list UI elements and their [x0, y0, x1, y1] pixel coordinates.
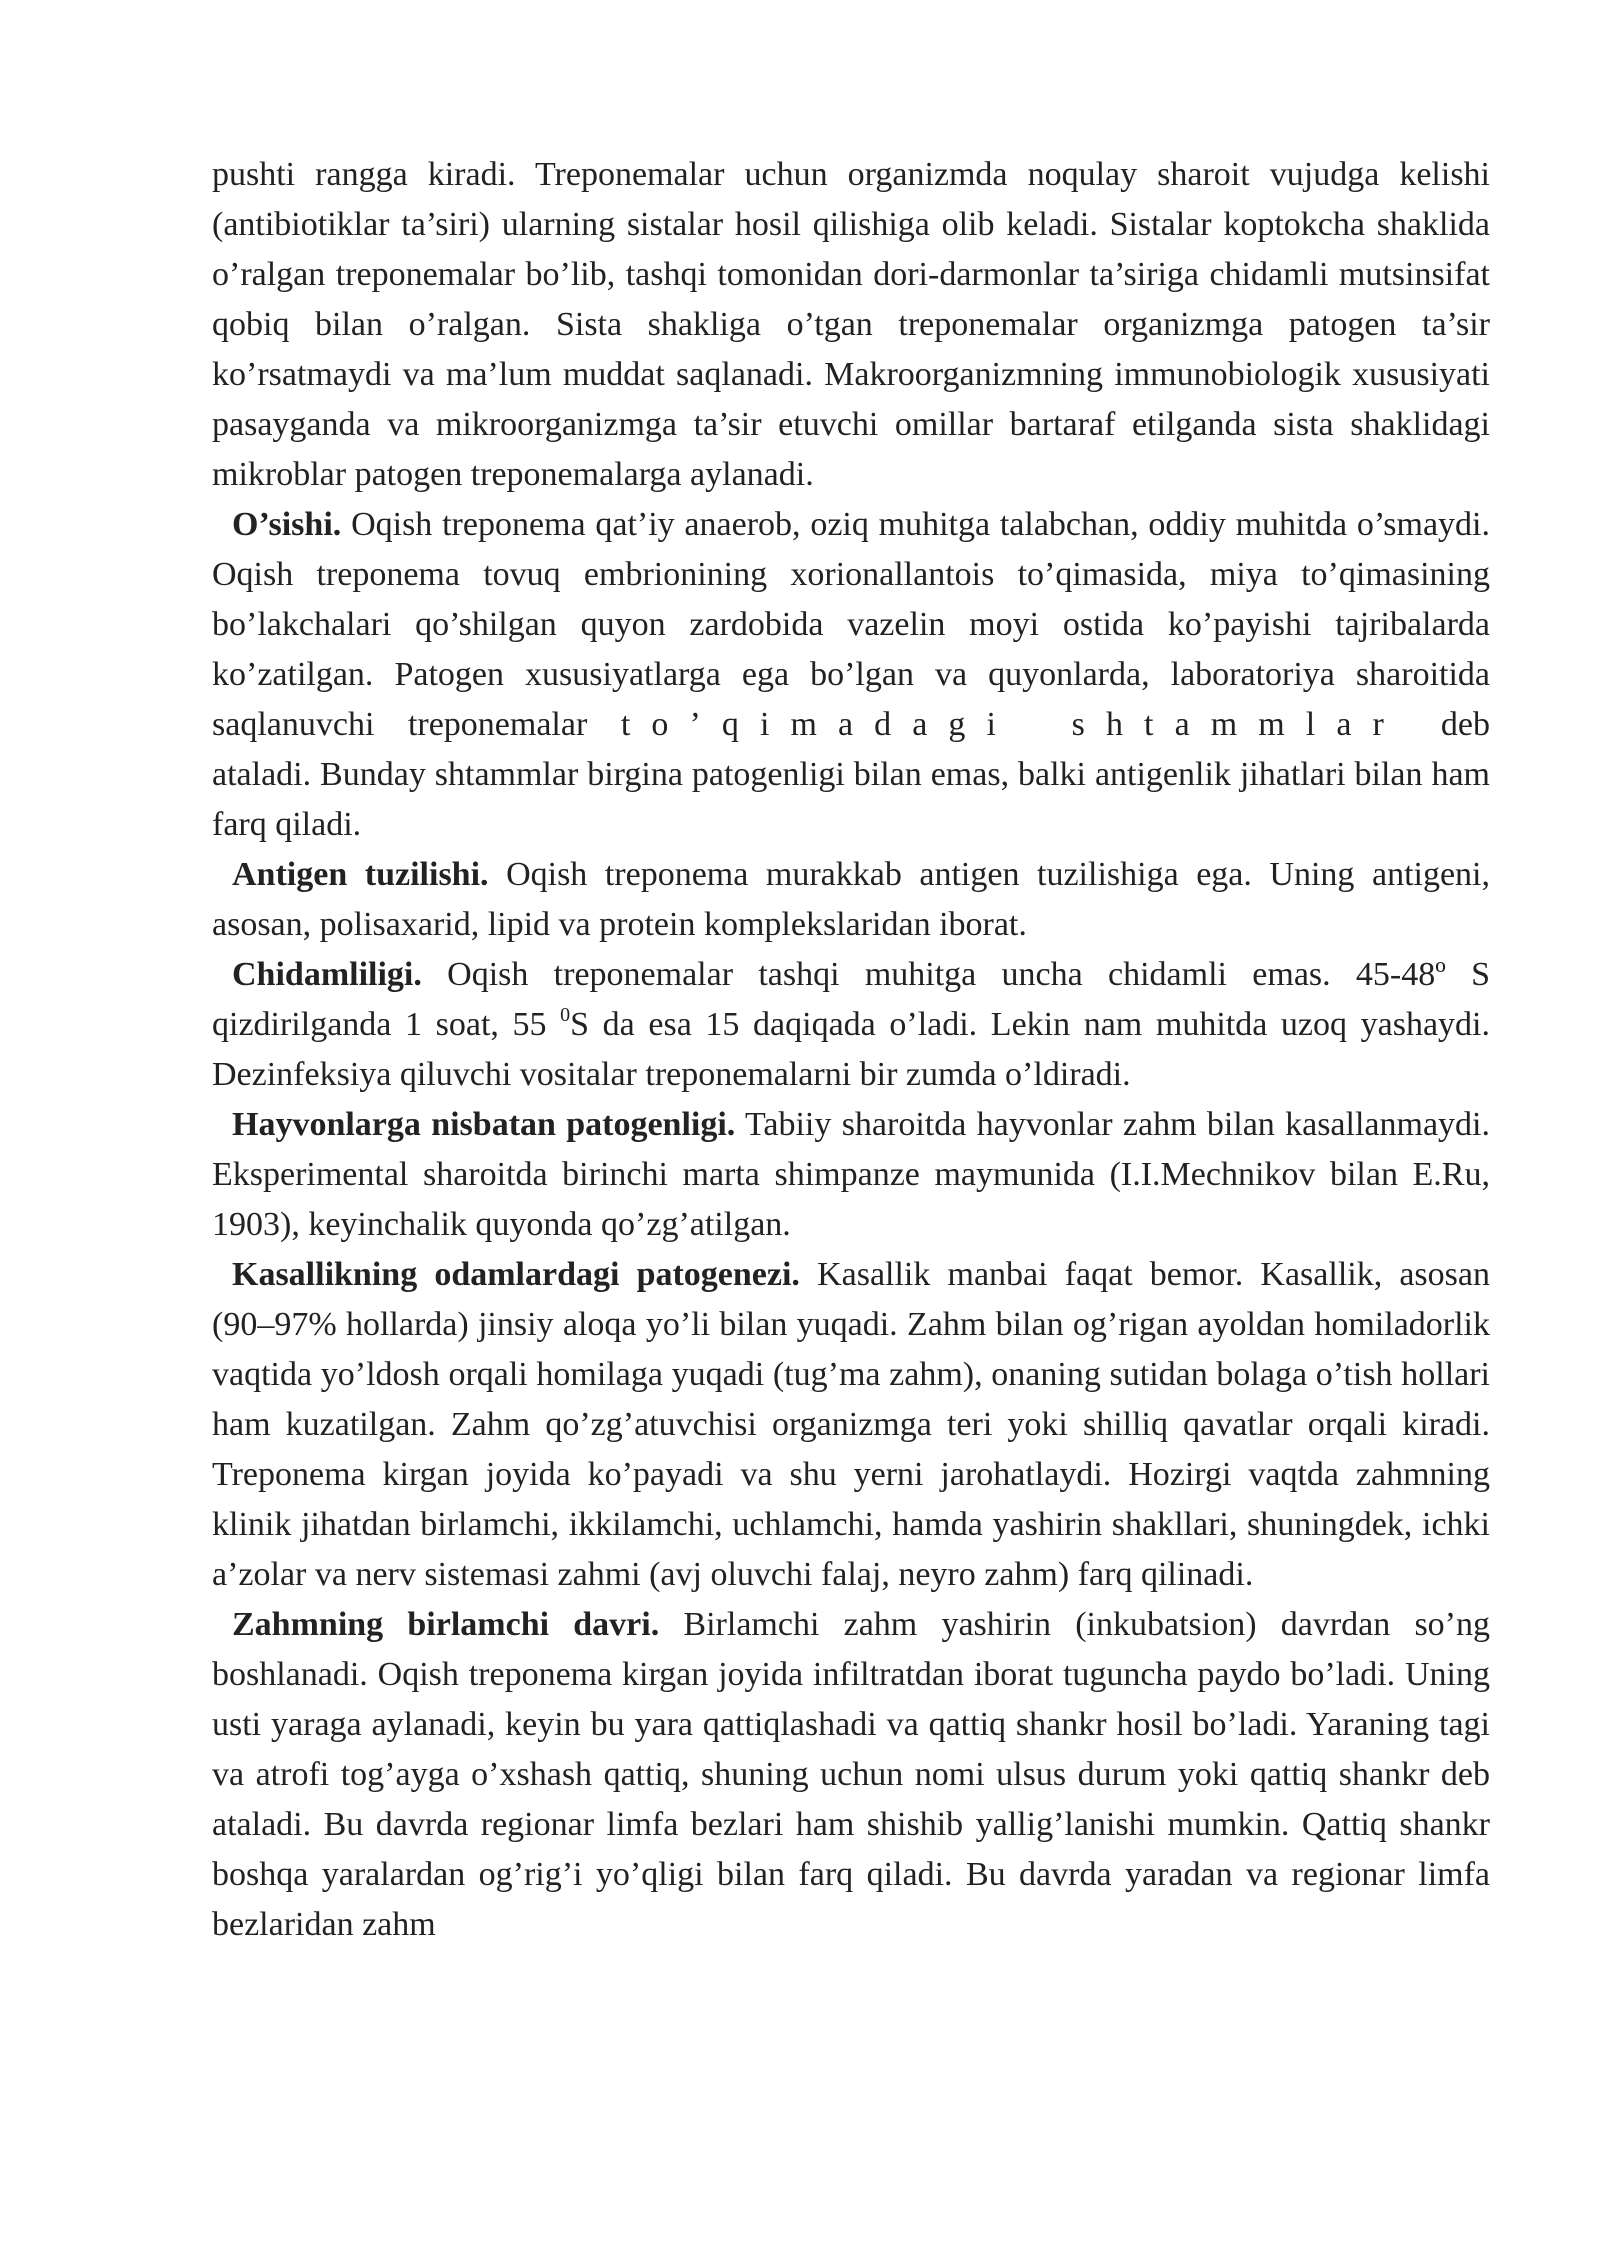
paragraph-antigen	[212, 850, 1490, 950]
paragraph-animal-pathogenicity-text: Tabiiy sharoitda hayvonlar zahm bilan kasallanmaydi. Eksperimental sharoitda birinchi marta shimpanze maymunida (I.I.Mechnikov bilan E.Ru, 1903), keyinchalik quyonda qo’zg’atilgan.	[212, 1106, 1490, 1243]
paragraph-growth	[212, 500, 1490, 850]
paragraph-growth-text-b: deb ataladi. Bunday shtammlar birgina patogenligi bilan emas, balki antigenlik jihatlari bilan ham farq qiladi.	[212, 706, 1490, 843]
spaced-term: to’qimadagi shtammlar	[620, 706, 1405, 743]
paragraph-resistance-text-a: Oqish treponemalar tashqi muhitga uncha chidamli emas. 45-48º S qizdirilganda 1 soat, 55	[212, 956, 1490, 1043]
paragraph-resistance	[212, 950, 1490, 1100]
paragraph-pathogenesis-text: Kasallik manbai faqat bemor. Kasallik, asosan (90–97% hollarda) jinsiy aloqa yo’li bilan yuqadi. Zahm bilan og’rigan ayoldan homiladorlik vaqtida yo’ldosh orqali homilaga yuqadi (tug’ma zahm), onaning sutidan bolaga o’tish hollari ham kuzatilgan. Zahm qo’zg’atuvchisi organizmga teri yoki shilliq qavatlar orqali kiradi. Treponema kirgan joyida ko’payadi va shu yerni jarohatlaydi. Hozirgi vaqtda zahmning klinik jihatdan birlamchi, ikkilamchi, uchlamchi, hamda yashirin shakllari, shuningdek, ichki a’zolar va nerv sistemasi zahmi (avj oluvchi falaj, neyro zahm) farq qilinadi.	[212, 1256, 1490, 1593]
heading-animal-pathogenicity: Hayvonlarga nisbatan patogenligi.	[232, 1106, 736, 1143]
paragraph-cysts: pushti rangga kiradi. Treponemalar uchun organizmda noqulay sharoit vujudga kelishi (antibiotiklar ta’siri) ularning sistalar hosil qilishiga olib keladi. Sistalar koptokcha shaklida o’ralgan treponemalar bo’lib, tashqi tomonidan dori-darmonlar ta’siriga chidamli mutsinsifat qobiq bilan o’ralgan. Sista shakliga o’tgan treponemalar organizmga patogen ta’sir ko’rsatmaydi va ma’lum muddat saqlanadi. Makroorganizmning immunobiologik xususiyati pasayganda va mikroorganizmga ta’sir etuvchi omillar bartaraf etilganda sista shaklidagi mikroblar patogen treponemalarga aylanadi.	[212, 156, 1490, 493]
document-page	[212, 150, 1490, 1950]
heading-growth: O’sishi.	[232, 506, 342, 543]
paragraph-resistance-text-b: S da esa 15 daqiqada o’ladi. Lekin nam muhitda uzoq yashaydi. Dezinfeksiya qiluvchi vositalar treponemalarni bir zumda o’ldiradi.	[212, 1006, 1490, 1093]
paragraph-antigen-text: Oqish treponema murakkab antigen tuzilishiga ega. Uning antigeni, asosan, polisaxarid, lipid va protein komplekslaridan iborat.	[212, 856, 1490, 943]
paragraph-primary-period	[212, 1600, 1490, 1950]
paragraph-animal-pathogenicity	[212, 1100, 1490, 1250]
heading-pathogenesis: Kasallikning odamlardagi patogenezi.	[232, 1256, 800, 1293]
paragraph-pathogenesis	[212, 1250, 1490, 1600]
heading-antigen: Antigen tuzilishi.	[232, 856, 489, 893]
paragraph-primary-period-text: Birlamchi zahm yashirin (inkubatsion) davrdan so’ng boshlanadi. Oqish treponema kirgan joyida infiltratdan iborat tuguncha paydo bo’ladi. Uning usti yaraga aylanadi, keyin bu yara qattiqlashadi va qattiq shankr hosil bo’ladi. Yaraning tagi va atrofi tog’ayga o’xshash qattiq, shuning uchun nomi ulsus durum yoki qattiq shankr deb ataladi. Bu davrda regionar limfa bezlari ham shishib yallig’lanishi mumkin. Qattiq shankr boshqa yaralardan og’rig’i yo’qligi bilan farq qiladi. Bu davrda yaradan va regionar limfa bezlaridan zahm	[212, 1606, 1491, 1943]
paragraph-growth-text-a: Oqish treponema qat’iy anaerob, oziq muhitga talabchan, oddiy muhitda o’smaydi. Oqish treponema tovuq embrionining xorionallantois to’qimasida, miya to’qimasining bo’lakchalari qo’shilgan quyon zardobida vazelin moyi ostida ko’payishi tajribalarda ko’zatilgan. Patogen xususiyatlarga ega bo’lgan va quyonlarda, laboratoriya sharoitida saqlanuvchi treponemalar	[212, 506, 1490, 743]
heading-resistance: Chidamliligi.	[232, 956, 422, 993]
heading-primary-period: Zahmning birlamchi davri.	[232, 1606, 660, 1643]
degree-superscript: 0	[560, 1004, 571, 1026]
